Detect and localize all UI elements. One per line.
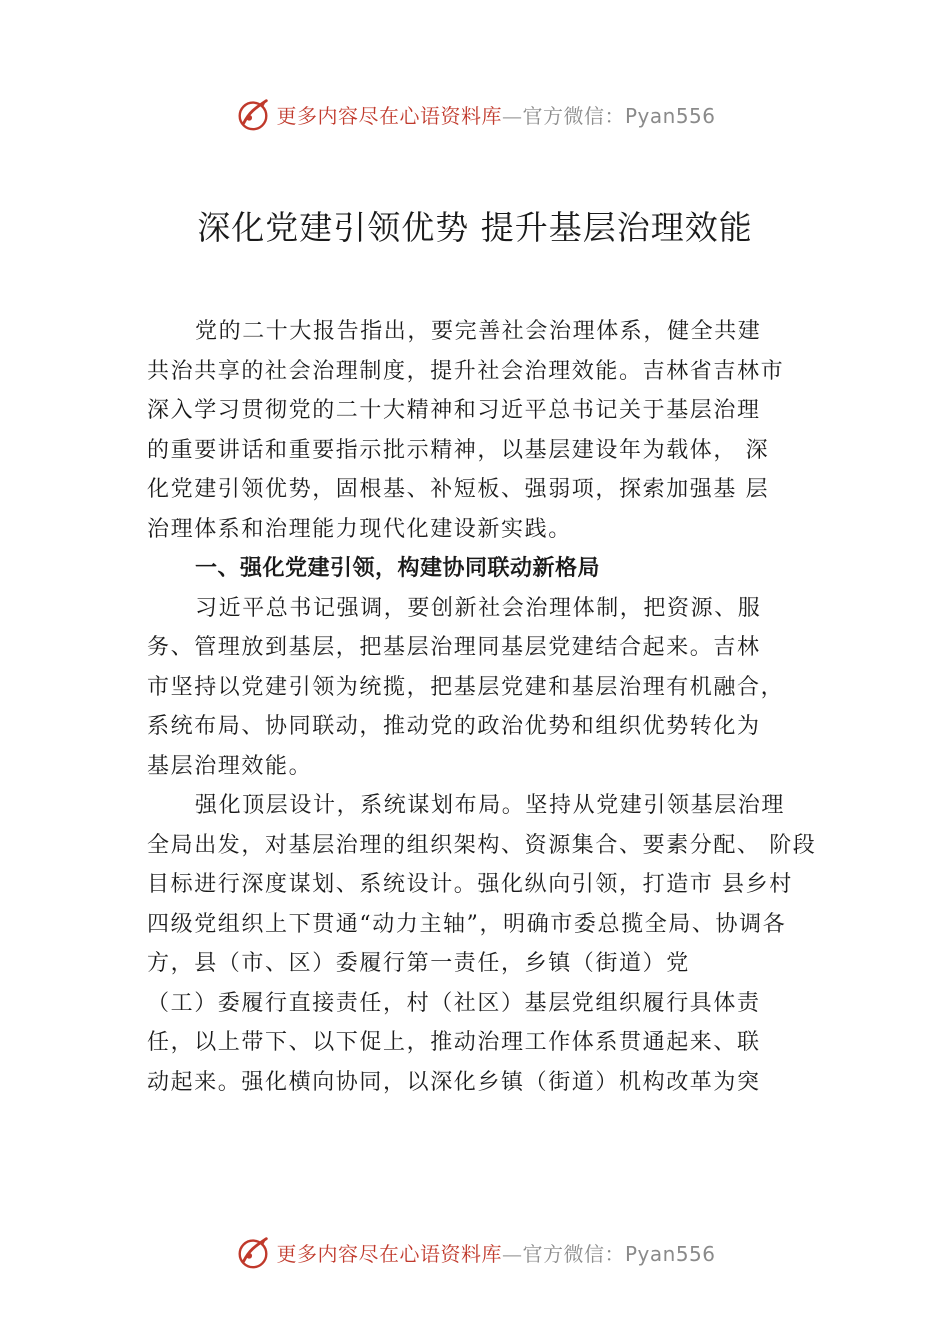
watermark-footer xyxy=(0,1232,950,1272)
paragraph-line: 基层治理效能。 xyxy=(147,753,313,779)
paragraph-line: 共治共享的社会治理制度，提升社会治理效能。吉林省吉林市 xyxy=(147,358,785,384)
paragraph-line: 市坚持以党建引领为统揽，把基层党建和基层治理有机融合， xyxy=(147,674,785,700)
paragraph-line: 党的二十大报告指出，要完善社会治理体系，健全共建 xyxy=(195,319,762,344)
watermark-header xyxy=(0,94,950,134)
paragraph-line: 任，以上带下、以下促上，推动治理工作体系贯通起来、联 xyxy=(147,1030,761,1055)
paragraph-2 xyxy=(147,589,830,787)
paragraph-line: 化党建引领优势，固根基、补短板、强弱项，探索加强基 层 xyxy=(147,477,770,502)
paragraph-line: 四级党组织上下贯通“动力主轴”，明确市委总揽全局、协调各 xyxy=(147,911,787,937)
paragraph-line: （工）委履行直接责任，村（社区）基层党组织履行具体责 xyxy=(147,990,761,1016)
watermark-wechat-label: 官方微信： xyxy=(522,103,625,128)
paragraph-line: 目标进行深度谋划、系统设计。强化纵向引领，打造市 县乡村 xyxy=(147,872,793,897)
brand-logo-icon xyxy=(234,95,272,133)
paragraph-line: 治理体系和治理能力现代化建设新实践。 xyxy=(147,516,572,542)
watermark-wechat-label: 官方微信： xyxy=(522,1241,625,1266)
section-heading-1: 一、强化党建引领，构建协同联动新格局 xyxy=(195,556,601,581)
watermark-brand: 更多内容尽在心语资料库 xyxy=(276,1241,502,1266)
paragraph-line: 强化顶层设计，系统谋划布局。坚持从党建引领基层治理 xyxy=(195,793,786,818)
watermark-wechat-id: Pyan556 xyxy=(624,103,716,128)
paragraph-line: 方，县（市、区）委履行第一责任，乡镇（街道）党 xyxy=(147,951,690,976)
document-body xyxy=(147,312,830,1102)
watermark-text xyxy=(276,1238,715,1267)
paragraph-line: 动起来。强化横向协同，以深化乡镇（街道）机构改革为突 xyxy=(147,1069,761,1095)
paragraph-3 xyxy=(147,786,830,1102)
document-title: 深化党建引领优势 提升基层治理效能 xyxy=(197,208,753,247)
paragraph-line: 习近平总书记强调，要创新社会治理体制，把资源、服 xyxy=(195,595,762,621)
paragraph-intro xyxy=(147,312,830,549)
watermark-text xyxy=(276,100,715,129)
paragraph-line: 深入学习贯彻党的二十大精神和习近平总书记关于基层治理 xyxy=(147,398,761,423)
paragraph-line: 的重要讲话和重要指示批示精神，以基层建设年为载体， 深 xyxy=(147,437,770,463)
paragraph-line: 全局出发，对基层治理的组织架构、资源集合、要素分配、 阶段 xyxy=(147,832,817,858)
paragraph-line: 务、管理放到基层，把基层治理同基层党建结合起来。吉林 xyxy=(147,635,761,660)
watermark-wechat-id: Pyan556 xyxy=(624,1241,716,1266)
watermark-dash: — xyxy=(501,1241,523,1266)
paragraph-line: 系统布局、协同联动，推动党的政治优势和组织优势转化为 xyxy=(147,714,761,739)
watermark-dash: — xyxy=(501,103,523,128)
brand-logo-icon xyxy=(234,1233,272,1271)
watermark-brand: 更多内容尽在心语资料库 xyxy=(276,103,502,128)
